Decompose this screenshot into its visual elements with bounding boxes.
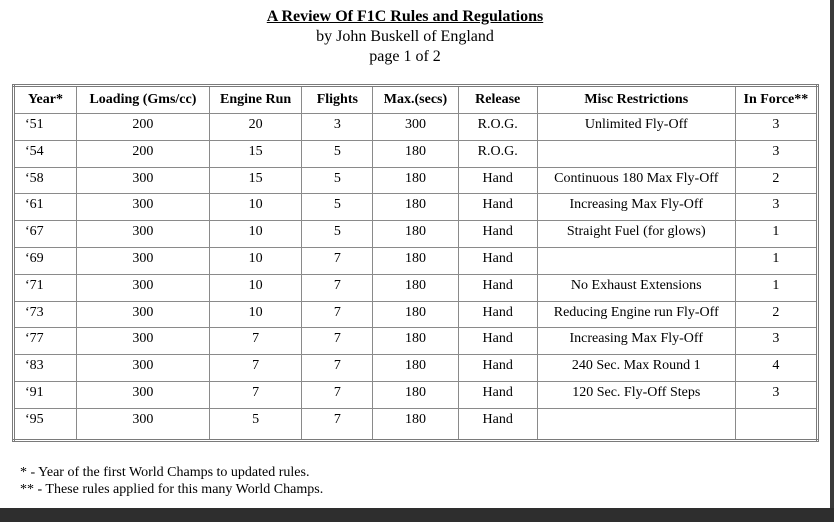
rules-table xyxy=(12,84,819,442)
cell-misc: Reducing Engine run Fly-Off xyxy=(537,301,735,328)
cell-engine-run: 7 xyxy=(209,328,301,355)
cell-year: ‘69 xyxy=(14,247,77,274)
cell-flights: 7 xyxy=(302,274,373,301)
column-header-release: Release xyxy=(458,86,537,114)
table-row xyxy=(14,381,818,408)
cell-in-force: 1 xyxy=(735,221,817,248)
cell-year: ‘54 xyxy=(14,140,77,167)
cell-misc: Continuous 180 Max Fly-Off xyxy=(537,167,735,194)
cell-max: 180 xyxy=(373,140,458,167)
cell-flights: 7 xyxy=(302,381,373,408)
table-row xyxy=(14,140,818,167)
cell-loading: 200 xyxy=(76,114,209,141)
cell-year: ‘91 xyxy=(14,381,77,408)
cell-max: 180 xyxy=(373,274,458,301)
cell-engine-run: 20 xyxy=(209,114,301,141)
cell-release: Hand xyxy=(458,408,537,440)
cell-in-force xyxy=(735,408,817,440)
cell-engine-run: 10 xyxy=(209,221,301,248)
cell-misc: 240 Sec. Max Round 1 xyxy=(537,355,735,382)
table-row xyxy=(14,221,818,248)
cell-loading: 300 xyxy=(76,381,209,408)
cell-engine-run: 10 xyxy=(209,247,301,274)
cell-loading: 300 xyxy=(76,194,209,221)
document-author: by John Buskell of England xyxy=(316,28,494,45)
footnote-in-force: ** - These rules applied for this many World Champs. xyxy=(20,482,324,497)
table-header-row xyxy=(14,86,818,114)
cell-misc: Unlimited Fly-Off xyxy=(537,114,735,141)
cell-misc: Increasing Max Fly-Off xyxy=(537,194,735,221)
cell-in-force: 2 xyxy=(735,167,817,194)
cell-release: Hand xyxy=(458,355,537,382)
cell-loading: 300 xyxy=(76,408,209,440)
cell-release: Hand xyxy=(458,221,537,248)
cell-release: Hand xyxy=(458,247,537,274)
cell-max: 180 xyxy=(373,328,458,355)
cell-year: ‘51 xyxy=(14,114,77,141)
cell-release: Hand xyxy=(458,328,537,355)
cell-release: Hand xyxy=(458,194,537,221)
table-row xyxy=(14,167,818,194)
cell-misc: 120 Sec. Fly-Off Steps xyxy=(537,381,735,408)
cell-year: ‘83 xyxy=(14,355,77,382)
column-header-misc: Misc Restrictions xyxy=(537,86,735,114)
cell-flights: 7 xyxy=(302,408,373,440)
cell-year: ‘61 xyxy=(14,194,77,221)
footnotes xyxy=(20,464,323,498)
cell-release: Hand xyxy=(458,381,537,408)
column-header-loading: Loading (Gms/cc) xyxy=(76,86,209,114)
cell-release: R.O.G. xyxy=(458,140,537,167)
cell-flights: 7 xyxy=(302,301,373,328)
cell-loading: 300 xyxy=(76,167,209,194)
table-row xyxy=(14,355,818,382)
cell-engine-run: 10 xyxy=(209,194,301,221)
cell-in-force: 3 xyxy=(735,381,817,408)
cell-engine-run: 15 xyxy=(209,140,301,167)
cell-max: 300 xyxy=(373,114,458,141)
table-row xyxy=(14,408,818,440)
cell-max: 180 xyxy=(373,408,458,440)
footnote-year: * - Year of the first World Champs to updated rules. xyxy=(20,465,310,480)
table-row xyxy=(14,301,818,328)
cell-release: Hand xyxy=(458,274,537,301)
cell-misc: Straight Fuel (for glows) xyxy=(537,221,735,248)
cell-flights: 3 xyxy=(302,114,373,141)
cell-max: 180 xyxy=(373,167,458,194)
cell-flights: 7 xyxy=(302,247,373,274)
cell-engine-run: 7 xyxy=(209,381,301,408)
cell-max: 180 xyxy=(373,355,458,382)
document-title: A Review Of F1C Rules and Regulations xyxy=(266,8,544,25)
cell-year: ‘77 xyxy=(14,328,77,355)
table-row xyxy=(14,114,818,141)
page-indicator: page 1 of 2 xyxy=(369,48,441,65)
cell-engine-run: 7 xyxy=(209,355,301,382)
table-row xyxy=(14,328,818,355)
table-row xyxy=(14,247,818,274)
cell-in-force: 1 xyxy=(735,274,817,301)
cell-flights: 5 xyxy=(302,140,373,167)
cell-year: ‘58 xyxy=(14,167,77,194)
cell-loading: 300 xyxy=(76,328,209,355)
window-edge xyxy=(830,0,834,508)
cell-flights: 7 xyxy=(302,328,373,355)
cell-misc xyxy=(537,408,735,440)
cell-engine-run: 5 xyxy=(209,408,301,440)
table-row xyxy=(14,274,818,301)
cell-year: ‘95 xyxy=(14,408,77,440)
cell-release: R.O.G. xyxy=(458,114,537,141)
cell-engine-run: 10 xyxy=(209,301,301,328)
cell-in-force: 3 xyxy=(735,328,817,355)
cell-misc: Increasing Max Fly-Off xyxy=(537,328,735,355)
cell-in-force: 3 xyxy=(735,114,817,141)
cell-in-force: 3 xyxy=(735,194,817,221)
cell-loading: 300 xyxy=(76,221,209,248)
cell-misc xyxy=(537,140,735,167)
cell-flights: 7 xyxy=(302,355,373,382)
table-body xyxy=(14,114,818,441)
column-header-flights: Flights xyxy=(302,86,373,114)
cell-in-force: 2 xyxy=(735,301,817,328)
cell-max: 180 xyxy=(373,247,458,274)
cell-loading: 300 xyxy=(76,355,209,382)
cell-loading: 300 xyxy=(76,274,209,301)
cell-max: 180 xyxy=(373,381,458,408)
column-header-engine-run: Engine Run xyxy=(209,86,301,114)
cell-misc: No Exhaust Extensions xyxy=(537,274,735,301)
document-header xyxy=(0,7,810,67)
cell-loading: 300 xyxy=(76,301,209,328)
cell-loading: 300 xyxy=(76,247,209,274)
cell-flights: 5 xyxy=(302,194,373,221)
column-header-max: Max.(secs) xyxy=(373,86,458,114)
cell-in-force: 4 xyxy=(735,355,817,382)
table-row xyxy=(14,194,818,221)
cell-year: ‘71 xyxy=(14,274,77,301)
cell-loading: 200 xyxy=(76,140,209,167)
cell-release: Hand xyxy=(458,301,537,328)
cell-max: 180 xyxy=(373,221,458,248)
cell-flights: 5 xyxy=(302,221,373,248)
column-header-year: Year* xyxy=(14,86,77,114)
column-header-in-force: In Force** xyxy=(735,86,817,114)
cell-misc xyxy=(537,247,735,274)
cell-in-force: 1 xyxy=(735,247,817,274)
bottom-bar xyxy=(0,508,834,522)
cell-engine-run: 10 xyxy=(209,274,301,301)
cell-year: ‘67 xyxy=(14,221,77,248)
cell-flights: 5 xyxy=(302,167,373,194)
cell-release: Hand xyxy=(458,167,537,194)
cell-year: ‘73 xyxy=(14,301,77,328)
cell-in-force: 3 xyxy=(735,140,817,167)
cell-max: 180 xyxy=(373,194,458,221)
cell-max: 180 xyxy=(373,301,458,328)
cell-engine-run: 15 xyxy=(209,167,301,194)
